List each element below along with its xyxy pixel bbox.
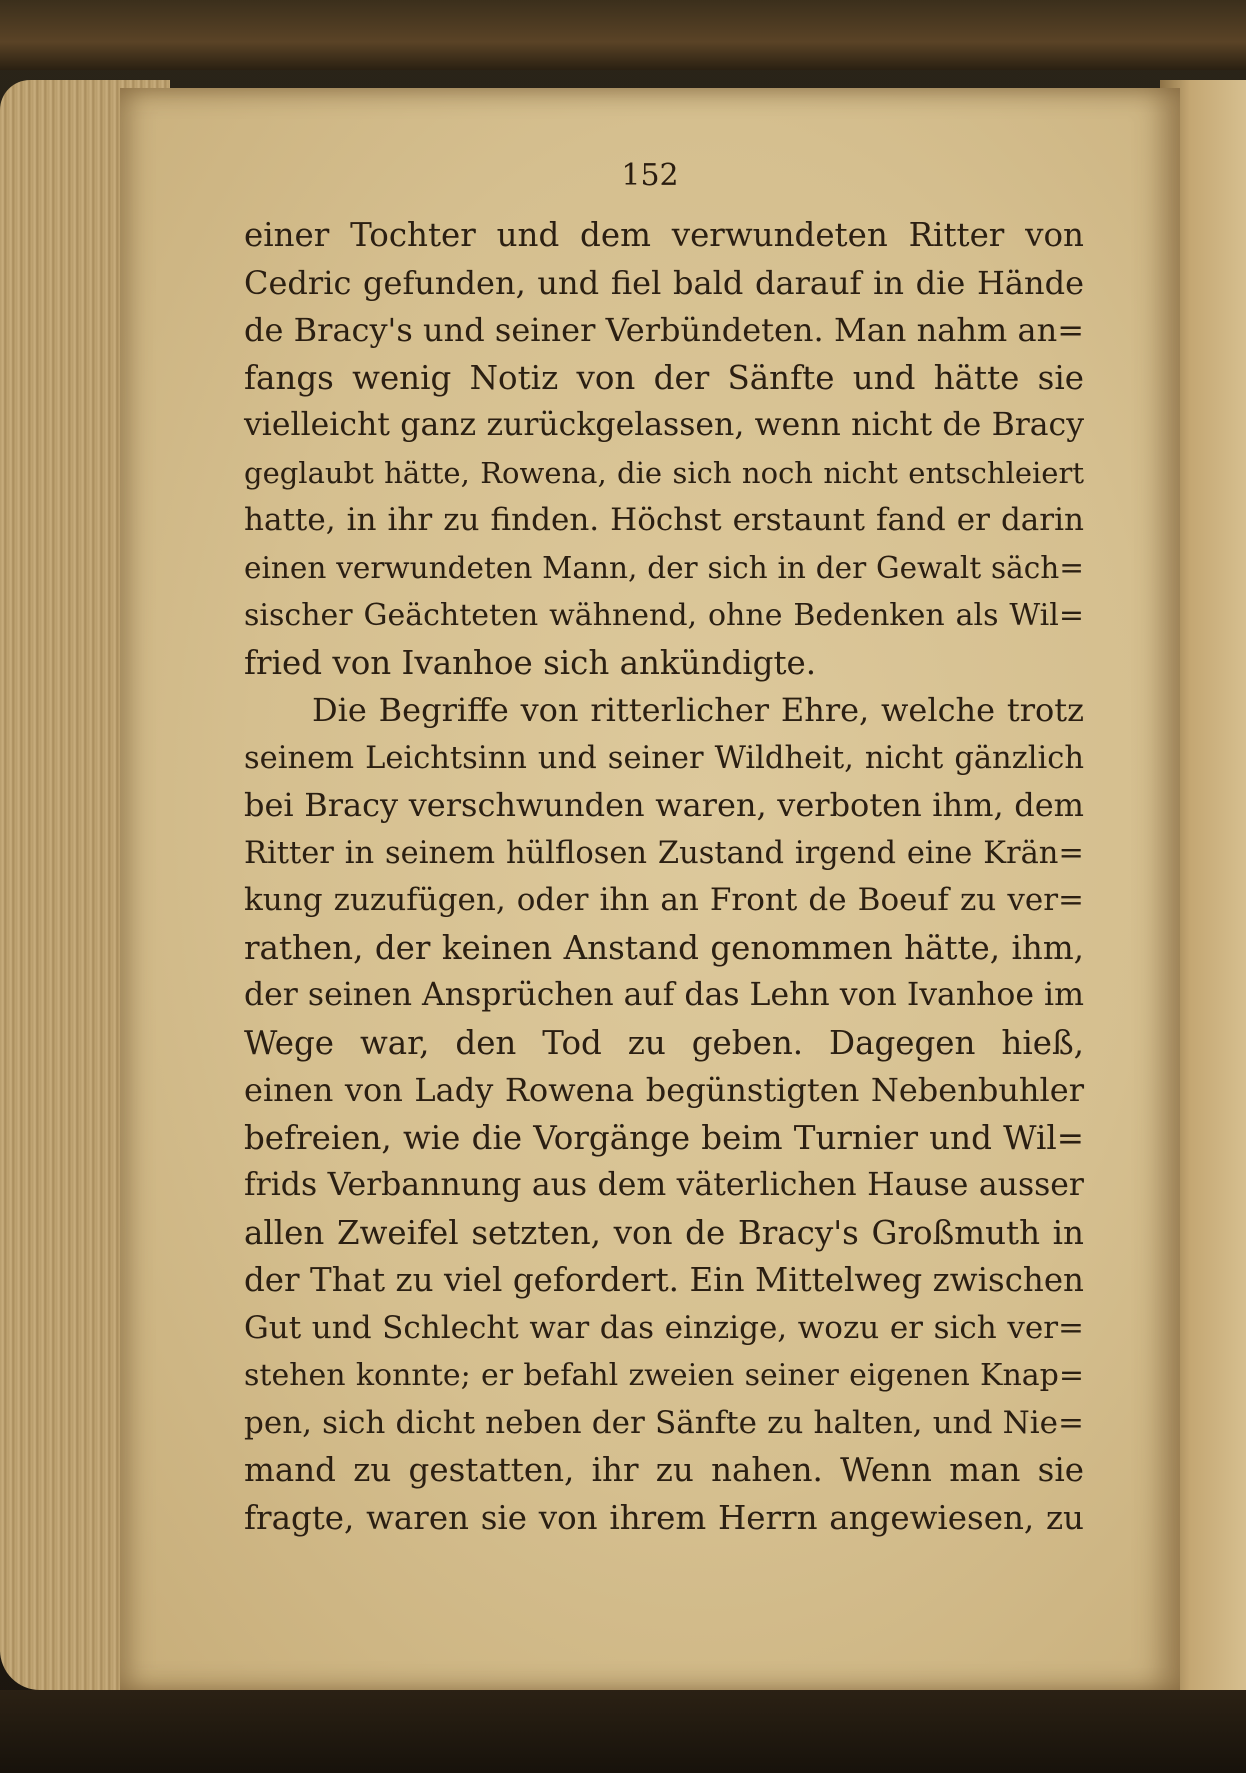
text-line: sischer Geächteten wähnend, ohne Bedenken als Wil=	[244, 598, 1084, 633]
text-line: Ritter in seinem hülflosen Zustand irgend eine Krän=	[244, 835, 1084, 871]
page-number: 152	[621, 158, 679, 193]
text-line: seinem Leichtsinn und seiner Wildheit, nicht gänzlich	[244, 740, 1084, 776]
text-line: bei Bracy verschwunden waren, verboten ihm, dem	[244, 786, 1084, 824]
text-line: allen Zweifel setzten, von de Bracy's Großmuth in	[244, 1213, 1084, 1252]
text-line: der That zu viel gefordert. Ein Mittelweg zwischen	[244, 1261, 1084, 1299]
text-line: pen, sich dicht neben der Sänfte zu halten, und Nie=	[244, 1404, 1084, 1441]
text-line: der seinen Ansprüchen auf das Lehn von Ivanhoe im	[244, 977, 1084, 1013]
text-line: vielleicht ganz zurückgelassen, wenn nicht de Bracy	[244, 407, 1084, 443]
text-line: fragte, waren sie von ihrem Herrn angewiesen, zu	[244, 1498, 1084, 1537]
book-cover-bottom-edge	[0, 1690, 1246, 1773]
text-line: befreien, wie die Vorgänge beim Turnier und Wil=	[244, 1118, 1084, 1157]
text-line: einen verwundeten Mann, der sich in der Gewalt säch=	[244, 550, 1084, 585]
text-line: fangs wenig Notiz von der Sänfte und hätte sie	[244, 358, 1084, 397]
text-line: kung zuzufügen, oder ihn an Front de Boeuf zu ver=	[244, 882, 1084, 918]
book-cover-top-edge	[0, 0, 1246, 70]
text-line: stehen konnte; er befahl zweien seiner eigenen Knap=	[244, 1358, 1084, 1393]
text-line: Cedric gefunden, und fiel bald darauf in die Hände	[244, 263, 1084, 302]
text-line: einen von Lady Rowena begünstigten Nebenbuhler	[244, 1071, 1084, 1109]
text-line: geglaubt hätte, Rowena, die sich noch nicht entschleiert	[244, 455, 1084, 490]
text-line: de Bracy's und seiner Verbündeten. Man nahm an=	[244, 311, 1084, 349]
text-line: frids Verbannung aus dem väterlichen Hause ausser	[244, 1167, 1084, 1203]
text-line: rathen, der keinen Anstand genommen hätte, ihm,	[244, 928, 1084, 967]
text-line: Die Begriffe von ritterlicher Ehre, welche trotz	[312, 691, 1084, 729]
text-line: einer Tochter und dem verwundeten Ritter von	[244, 216, 1084, 254]
text-line: Wege war, den Tod zu geben. Dagegen hieß,	[244, 1023, 1084, 1062]
page-text	[244, 212, 1084, 1542]
text-line: fried von Ivanhoe sich ankündigte.	[244, 643, 817, 682]
text-line: Gut und Schlecht war das einzige, wozu er sich ver=	[244, 1309, 1084, 1346]
text-line: mand zu gestatten, ihr zu nahen. Wenn man sie	[244, 1451, 1084, 1489]
text-line: hatte, in ihr zu finden. Höchst erstaunt fand er darin	[244, 502, 1084, 538]
